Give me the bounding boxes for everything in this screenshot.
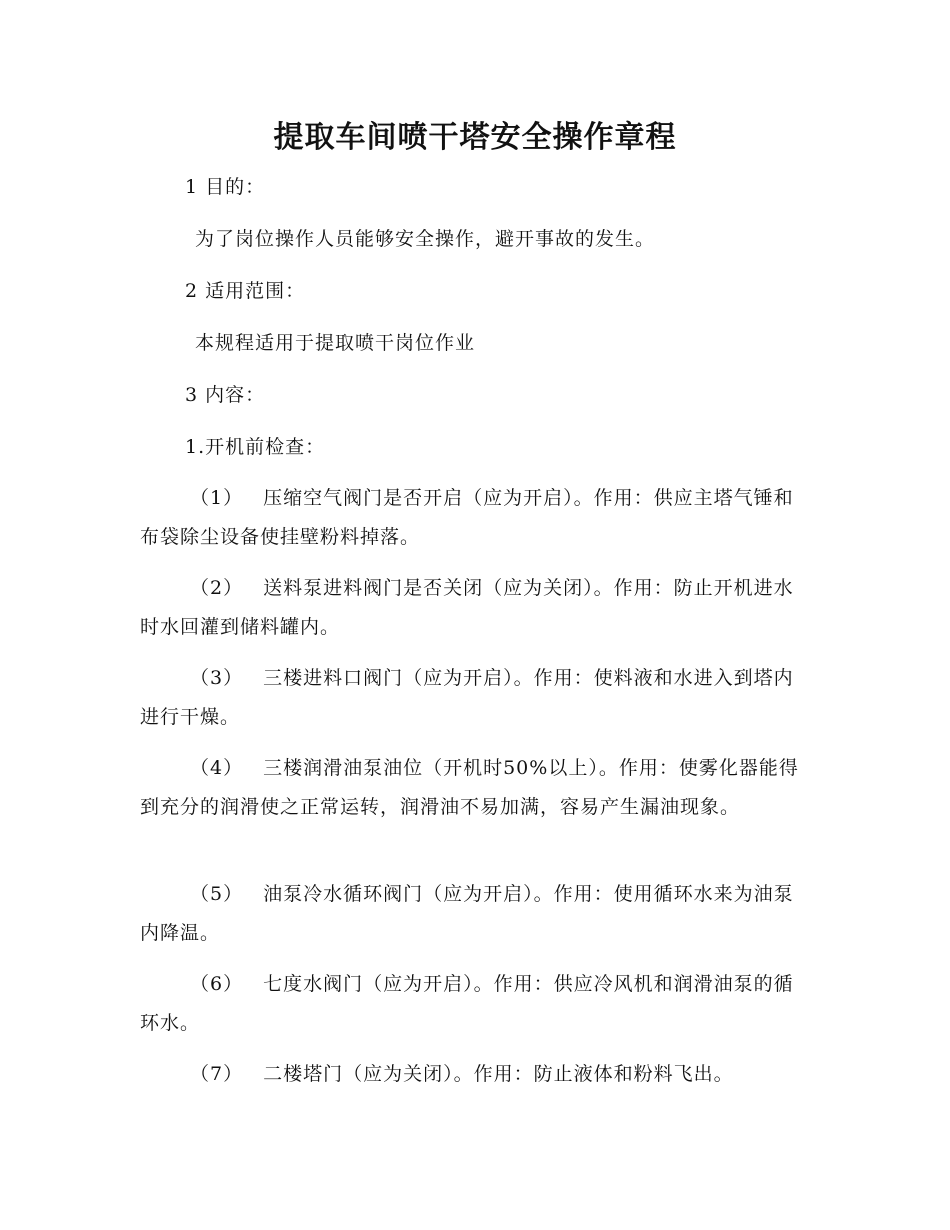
item-number: （3） [190, 667, 244, 689]
item-text: 压缩空气阀门是否开启（应为开启）。作用：供应主塔气锤和布袋除尘设备使挂壁粉料掉落。 [140, 487, 794, 548]
item-number: （2） [190, 577, 244, 599]
checklist-item [140, 1055, 812, 1094]
item-text: 三楼进料口阀门（应为开启）。作用：使料液和水进入到塔内进行干燥。 [140, 667, 794, 728]
checklist-subheading: 1.开机前检查： [185, 436, 326, 458]
item-number: （6） [190, 973, 244, 995]
item-number: （7） [190, 1063, 244, 1085]
item-number: （1） [190, 487, 244, 509]
item-number: （5） [190, 883, 244, 905]
section-1-heading: 1 目的： [185, 176, 266, 198]
section-3-heading: 3 内容： [185, 384, 266, 406]
checklist-item [140, 659, 812, 737]
checklist-item [140, 875, 812, 953]
item-text: 送料泵进料阀门是否关闭（应为关闭）。作用：防止开机进水时水回灌到储料罐内。 [140, 577, 794, 638]
item-text: 七度水阀门（应为开启）。作用：供应冷风机和润滑油泵的循环水。 [140, 973, 794, 1034]
checklist-item [140, 479, 812, 557]
item-number: （4） [190, 757, 244, 779]
section-2-heading: 2 适用范围： [185, 280, 306, 302]
item-text: 二楼塔门（应为关闭）。作用：防止液体和粉料飞出。 [263, 1063, 734, 1085]
section-1-body: 为了岗位操作人员能够安全操作，避开事故的发生。 [195, 228, 656, 250]
checklist-item [140, 569, 812, 647]
checklist-item [140, 965, 812, 1043]
document-title: 提取车间喷干塔安全操作章程 [273, 120, 677, 155]
item-text: 三楼润滑油泵油位（开机时50%以上）。作用：使雾化器能得到充分的润滑使之正常运转，润滑油不易加满，容易产生漏油现象。 [140, 757, 799, 818]
section-2-body: 本规程适用于提取喷干岗位作业 [195, 332, 476, 354]
checklist-item [140, 749, 812, 827]
item-text: 油泵冷水循环阀门（应为开启）。作用：使用循环水来为油泵内降温。 [140, 883, 794, 944]
